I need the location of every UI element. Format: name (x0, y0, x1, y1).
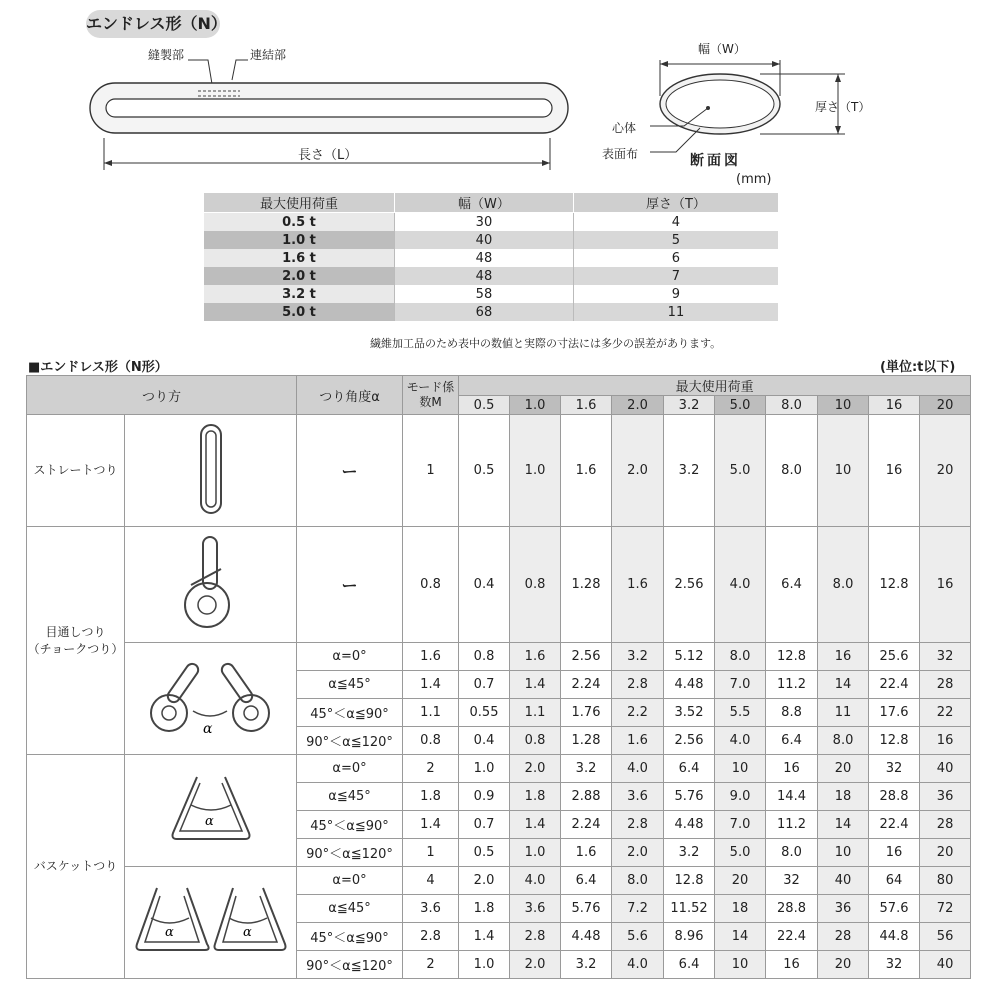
load-cell: 10 (715, 755, 766, 783)
dim-cell: 4 (573, 213, 778, 232)
angle-cell: 45°＜α≦90° (297, 923, 403, 951)
choke-double-sling-icon (125, 643, 297, 755)
angle-cell: 45°＜α≦90° (297, 699, 403, 727)
straight-sling-icon (125, 415, 297, 527)
load-cell: 1.0 (510, 415, 561, 527)
length-label: 長さ（L） (298, 148, 358, 163)
load-cell: 28 (920, 671, 971, 699)
load-cell: 2.56 (664, 727, 715, 755)
load-cell: 3.2 (664, 839, 715, 867)
load-cell: 1.6 (612, 527, 664, 643)
load-cell: 16 (766, 951, 818, 979)
mode-cell: 1.8 (403, 783, 459, 811)
mode-cell: 0.8 (403, 727, 459, 755)
load-cell: 20 (818, 755, 869, 783)
angle-cell: 90°＜α≦120° (297, 727, 403, 755)
load-cell: 5.76 (664, 783, 715, 811)
load-cell: 2.0 (612, 839, 664, 867)
load-cell: 16 (766, 755, 818, 783)
dim-cell: 1.0 t (204, 231, 395, 249)
load-cell: 14.4 (766, 783, 818, 811)
load-cell: 8.0 (766, 415, 818, 527)
load-cell: 2.0 (612, 415, 664, 527)
load-cell: 64 (869, 867, 920, 895)
thickness-label: 厚さ（T） (815, 100, 871, 114)
load-cell: 14 (818, 671, 869, 699)
load-cell: 8.0 (612, 867, 664, 895)
mode-cell: 3.6 (403, 895, 459, 923)
angle-cell: α=0° (297, 867, 403, 895)
load-cell: 1.0 (459, 755, 510, 783)
unit-mm-label: (mm) (736, 172, 772, 187)
angle-cell: α≦45° (297, 783, 403, 811)
svg-text:α: α (164, 924, 174, 940)
load-cell: 12.8 (869, 527, 920, 643)
header-load-value: 8.0 (766, 396, 818, 415)
load-cell: 8.96 (664, 923, 715, 951)
mode-cell: 0.8 (403, 527, 459, 643)
angle-cell: 90°＜α≦120° (297, 839, 403, 867)
angle-cell: α≦45° (297, 895, 403, 923)
load-cell: 11.52 (664, 895, 715, 923)
mode-cell: 4 (403, 867, 459, 895)
load-cell: 16 (920, 727, 971, 755)
load-cell: 11 (818, 699, 869, 727)
load-cell: 6.4 (561, 867, 612, 895)
load-cell: 8.0 (818, 527, 869, 643)
load-cell: 1.6 (510, 643, 561, 671)
load-cell: 20 (818, 951, 869, 979)
load-cell: 40 (920, 755, 971, 783)
load-cell: 1.4 (459, 923, 510, 951)
dim-cell: 48 (395, 267, 574, 285)
load-cell: 1.28 (561, 527, 612, 643)
load-cell: 7.2 (612, 895, 664, 923)
load-cell: 0.8 (510, 527, 561, 643)
load-cell: 0.5 (459, 839, 510, 867)
load-cell: 0.7 (459, 811, 510, 839)
load-cell: 2.8 (510, 923, 561, 951)
load-cell: 3.6 (612, 783, 664, 811)
load-cell: 16 (869, 839, 920, 867)
mode-cell: 1.1 (403, 699, 459, 727)
load-cell: 1.76 (561, 699, 612, 727)
load-cell: 6.4 (664, 951, 715, 979)
load-cell: 8.0 (818, 727, 869, 755)
load-cell: 28.8 (869, 783, 920, 811)
mode-cell: 1 (403, 839, 459, 867)
load-cell: 36 (818, 895, 869, 923)
load-cell: 5.12 (664, 643, 715, 671)
load-cell: 16 (818, 643, 869, 671)
angle-cell: ー (297, 415, 403, 527)
load-cell: 14 (818, 811, 869, 839)
section-label: 断面図 (690, 153, 741, 169)
load-cell: 1.0 (510, 839, 561, 867)
angle-cell: 45°＜α≦90° (297, 811, 403, 839)
dimension-table (204, 193, 778, 321)
load-cell: 2.2 (612, 699, 664, 727)
load-cell: 32 (766, 867, 818, 895)
load-cell: 0.4 (459, 727, 510, 755)
load-cell: 11.2 (766, 671, 818, 699)
load-cell: 4.48 (664, 811, 715, 839)
load-cell: 20 (920, 839, 971, 867)
load-cell: 72 (920, 895, 971, 923)
load-cell: 3.2 (561, 951, 612, 979)
load-cell: 5.76 (561, 895, 612, 923)
angle-cell: α=0° (297, 755, 403, 783)
load-cell: 11.2 (766, 811, 818, 839)
load-cell: 5.0 (715, 839, 766, 867)
angle-cell: ー (297, 527, 403, 643)
load-cell: 14 (715, 923, 766, 951)
load-cell: 8.0 (715, 643, 766, 671)
load-cell: 1.4 (510, 811, 561, 839)
sling-inner-icon (106, 99, 552, 117)
load-cell: 1.4 (510, 671, 561, 699)
load-cell: 3.2 (612, 643, 664, 671)
header-row (27, 376, 971, 396)
load-cell: 2.0 (510, 755, 561, 783)
load-cell: 0.55 (459, 699, 510, 727)
dim-cell: 1.6 t (204, 249, 395, 267)
load-cell: 57.6 (869, 895, 920, 923)
unit-label: (単位:t以下) (880, 360, 956, 375)
table-row (27, 867, 971, 895)
load-cell: 1.6 (561, 839, 612, 867)
load-cell: 18 (818, 783, 869, 811)
choke-sling-icon (125, 527, 297, 643)
load-cell: 5.5 (715, 699, 766, 727)
load-cell: 32 (869, 755, 920, 783)
load-cell: 4.48 (664, 671, 715, 699)
load-cell: 4.0 (715, 727, 766, 755)
load-cell: 0.8 (459, 643, 510, 671)
section-core-icon (666, 80, 774, 128)
dim-cell: 5 (573, 231, 778, 249)
load-cell: 10 (715, 951, 766, 979)
load-cell: 8.0 (766, 839, 818, 867)
dim-cell: 11 (573, 303, 778, 321)
load-cell: 2.0 (510, 951, 561, 979)
load-cell: 0.8 (510, 727, 561, 755)
dim-row (204, 213, 778, 232)
table-row (27, 643, 971, 671)
dim-header-load: 最大使用荷重 (204, 193, 395, 213)
table-row (27, 755, 971, 783)
dim-row (204, 267, 778, 285)
dim-cell: 58 (395, 285, 574, 303)
width-label: 幅（W） (698, 42, 746, 56)
load-cell: 2.24 (561, 811, 612, 839)
load-cell: 22 (920, 699, 971, 727)
dim-header-width: 幅（W） (395, 193, 574, 213)
main-table-title: ■エンドレス形（N形） (28, 360, 168, 375)
load-cell: 3.2 (664, 415, 715, 527)
header-method: つり方 (27, 376, 297, 415)
load-cell: 7.0 (715, 811, 766, 839)
load-cell: 28 (818, 923, 869, 951)
load-cell: 0.7 (459, 671, 510, 699)
mode-cell: 1.4 (403, 671, 459, 699)
header-load-value: 16 (869, 396, 920, 415)
load-cell: 1.8 (510, 783, 561, 811)
dim-cell: 7 (573, 267, 778, 285)
dim-row (204, 285, 778, 303)
section-straight: ストレートつり (27, 415, 125, 527)
header-load-value: 1.0 (510, 396, 561, 415)
load-cell: 2.56 (664, 527, 715, 643)
dim-note: 繊維加工品のため表中の数値と実際の寸法には多少の誤差があります。 (370, 337, 722, 350)
header-load: 最大使用荷重 (459, 376, 971, 396)
load-cell: 40 (920, 951, 971, 979)
load-cell: 32 (920, 643, 971, 671)
header-load-value: 10 (818, 396, 869, 415)
load-cell: 16 (869, 415, 920, 527)
dim-row (204, 231, 778, 249)
dim-cell: 3.2 t (204, 285, 395, 303)
load-cell: 2.24 (561, 671, 612, 699)
dim-header-thickness: 厚さ（T） (573, 193, 778, 213)
load-cell: 25.6 (869, 643, 920, 671)
load-cell: 1.6 (612, 727, 664, 755)
load-cell: 4.0 (510, 867, 561, 895)
load-cell: 2.8 (612, 811, 664, 839)
load-cell: 5.6 (612, 923, 664, 951)
dim-cell: 68 (395, 303, 574, 321)
load-cell: 7.0 (715, 671, 766, 699)
basket-sling-icon (125, 755, 297, 867)
dim-cell: 2.0 t (204, 267, 395, 285)
load-cell: 22.4 (766, 923, 818, 951)
load-cell: 22.4 (869, 671, 920, 699)
header-load-value: 20 (920, 396, 971, 415)
dim-cell: 30 (395, 213, 574, 232)
dim-row (204, 249, 778, 267)
load-cell: 2.56 (561, 643, 612, 671)
load-cell: 36 (920, 783, 971, 811)
header-load-value: 1.6 (561, 396, 612, 415)
load-cell: 80 (920, 867, 971, 895)
load-cell: 0.9 (459, 783, 510, 811)
load-cell: 0.4 (459, 527, 510, 643)
load-cell: 17.6 (869, 699, 920, 727)
load-cell: 10 (818, 415, 869, 527)
svg-text:α: α (204, 813, 214, 829)
load-cell: 2.8 (612, 671, 664, 699)
load-cell: 8.8 (766, 699, 818, 727)
load-cell: 4.0 (612, 755, 664, 783)
angle-cell: α≦45° (297, 671, 403, 699)
surface-label: 表面布 (602, 147, 639, 161)
load-cell: 56 (920, 923, 971, 951)
load-cell: 0.5 (459, 415, 510, 527)
core-label: 心体 (612, 121, 637, 135)
type-title-badge: エンドレス形（N） (86, 10, 220, 38)
dim-cell: 40 (395, 231, 574, 249)
load-cell: 10 (818, 839, 869, 867)
load-cell: 6.4 (766, 527, 818, 643)
mode-cell: 2.8 (403, 923, 459, 951)
load-cell: 32 (869, 951, 920, 979)
load-cell: 2.88 (561, 783, 612, 811)
load-cell: 6.4 (664, 755, 715, 783)
load-cell: 6.4 (766, 727, 818, 755)
angle-cell: α=0° (297, 643, 403, 671)
load-table (26, 375, 971, 979)
load-cell: 28.8 (766, 895, 818, 923)
mode-cell: 2 (403, 755, 459, 783)
load-cell: 16 (920, 527, 971, 643)
load-cell: 18 (715, 895, 766, 923)
angle-cell: 90°＜α≦120° (297, 951, 403, 979)
load-cell: 12.8 (869, 727, 920, 755)
load-cell: 9.0 (715, 783, 766, 811)
joint-part-label: 連結部 (250, 48, 287, 62)
dim-cell: 48 (395, 249, 574, 267)
load-cell: 28 (920, 811, 971, 839)
sling-diagram (0, 0, 1000, 190)
load-cell: 2.0 (459, 867, 510, 895)
header-mode: モード係数M (403, 376, 459, 415)
load-cell: 1.0 (459, 951, 510, 979)
load-cell: 3.52 (664, 699, 715, 727)
mode-cell: 1.6 (403, 643, 459, 671)
load-cell: 1.28 (561, 727, 612, 755)
load-cell: 3.2 (561, 755, 612, 783)
mode-cell: 2 (403, 951, 459, 979)
dim-cell: 9 (573, 285, 778, 303)
dim-row (204, 303, 778, 321)
header-load-value: 2.0 (612, 396, 664, 415)
header-load-value: 5.0 (715, 396, 766, 415)
table-row (27, 415, 971, 527)
load-cell: 5.0 (715, 415, 766, 527)
header-load-value: 0.5 (459, 396, 510, 415)
load-cell: 3.6 (510, 895, 561, 923)
basket-double-sling-icon (125, 867, 297, 979)
section-basket: バスケットつり (27, 755, 125, 979)
header-load-value: 3.2 (664, 396, 715, 415)
load-cell: 20 (715, 867, 766, 895)
load-cell: 20 (920, 415, 971, 527)
load-cell: 12.8 (766, 643, 818, 671)
load-cell: 1.6 (561, 415, 612, 527)
sewn-part-label: 縫製部 (148, 48, 185, 62)
load-cell: 1.8 (459, 895, 510, 923)
section-choke: 目通しつり （チョークつり） (27, 527, 125, 755)
load-cell: 40 (818, 867, 869, 895)
mode-cell: 1 (403, 415, 459, 527)
svg-text:α: α (242, 924, 252, 940)
header-angle: つり角度α (297, 376, 403, 415)
dim-cell: 0.5 t (204, 213, 395, 232)
load-cell: 4.0 (612, 951, 664, 979)
load-cell: 4.0 (715, 527, 766, 643)
load-cell: 44.8 (869, 923, 920, 951)
dim-cell: 5.0 t (204, 303, 395, 321)
load-cell: 12.8 (664, 867, 715, 895)
svg-text:α: α (202, 720, 212, 737)
load-cell: 1.1 (510, 699, 561, 727)
dim-header-row (204, 193, 778, 213)
table-row (27, 527, 971, 643)
load-cell: 4.48 (561, 923, 612, 951)
dim-cell: 6 (573, 249, 778, 267)
load-cell: 22.4 (869, 811, 920, 839)
mode-cell: 1.4 (403, 811, 459, 839)
